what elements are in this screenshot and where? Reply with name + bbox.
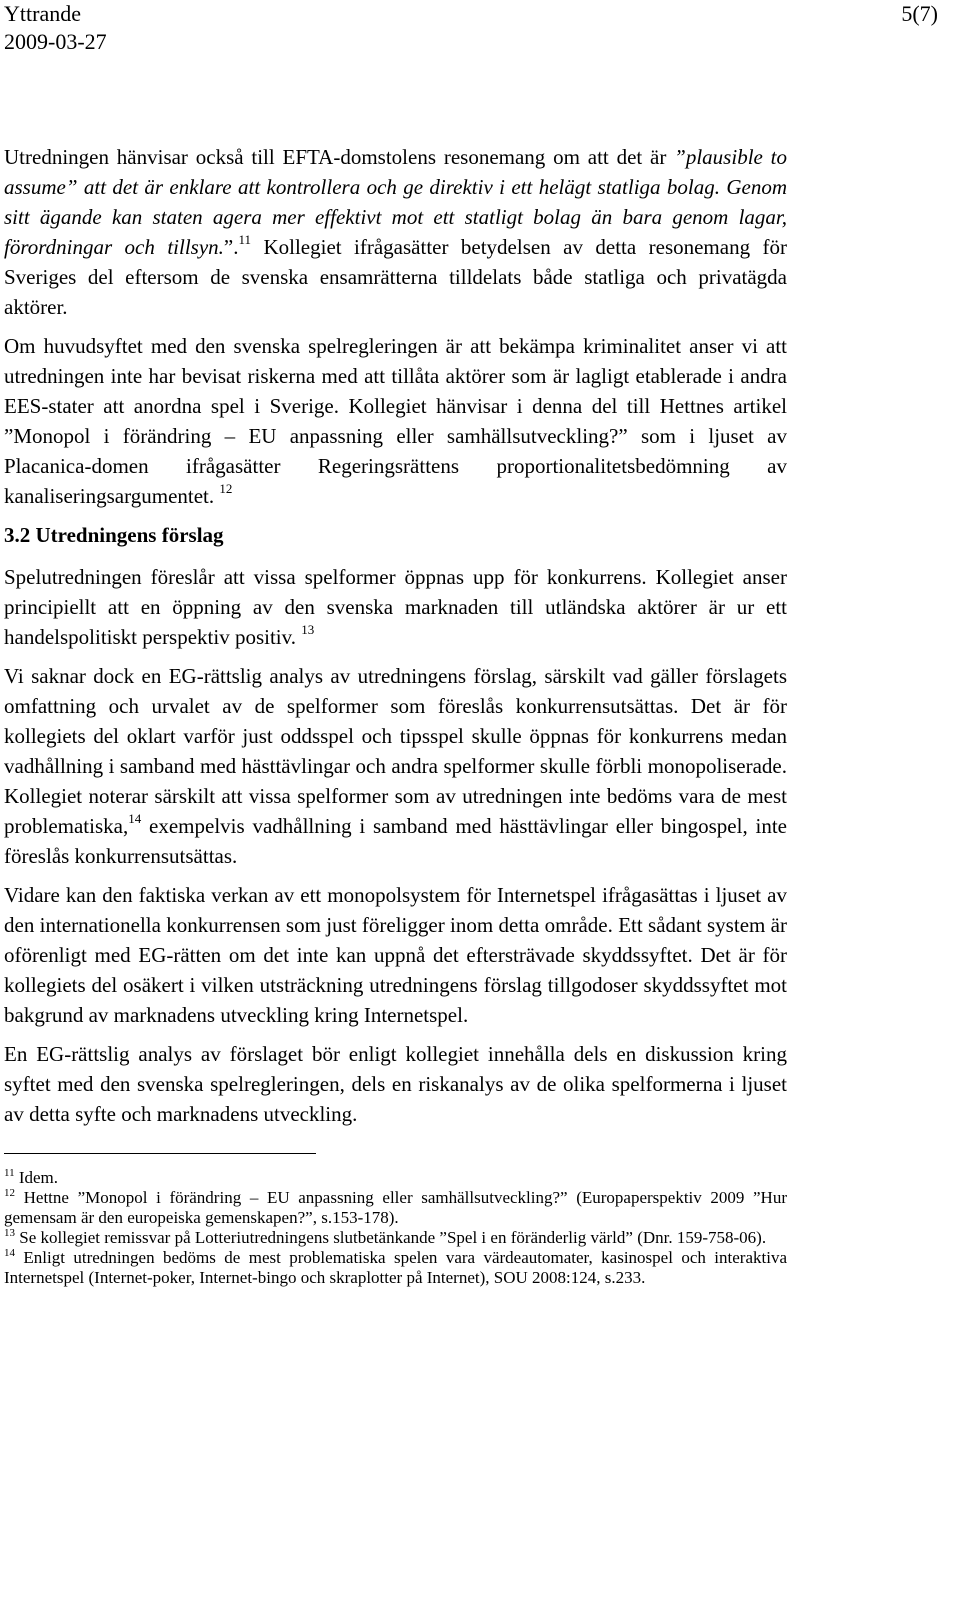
paragraph-analys: Vi saknar dock en EG-rättslig analys av utredningens förslag, särskilt vad gäller förslagets omfattning och urvalet av de spelformer som föreslås konkurrensutsättas. Det är för kollegiets del oklart varför just oddsspel och tipsspel skulle öppnas för konkurrens medan vadhållning i samband med hästtävlingar och andra spelformer skulle förbli monopoliserade. Kollegiet noterar särskilt att vissa spelformer som av utredningen inte bedöms vara de mest problematiska,$^{14}$ exempelvis vadhållning i samband med hästtävlingar eller bingospel, inte föreslås konkurrensutsättas. (4, 664, 787, 868)
paragraph-slutsats: En EG-rättslig analys av förslaget bör enligt kollegiet innehålla dels en diskussion kring syftet med den svenska spelregleringen, dels en riskanalys av de olika spelformerna i ljuset av detta syfte och marknadens utveckling. (4, 1042, 787, 1126)
footnote-ref-13[interactable]: 13 (301, 622, 315, 637)
footnote-ref-11[interactable]: 11 (238, 232, 252, 247)
page-number: 5(7) (901, 1, 938, 26)
footnote-divider (4, 1153, 316, 1154)
document-body (4, 142, 787, 1288)
footnotes (4, 1168, 787, 1288)
paragraph-kriminalitet: Om huvudsyftet med den svenska spelregleringen är att bekämpa kriminalitet anser vi att utredningen inte har bevisat riskerna med att tillåta aktörer som är lagligt etablerade i andra EES-stater att anordna spel i Sverige. Kollegiet hänvisar i denna del till Hettnes artikel ”Monopol i förändring – EU anpassning eller samhällsutveckling?” som i ljuset av Placanica-domen ifrågasätter Regeringsrättens proportionalitetsbedömning av kanaliseringsargumentet. $^{12}$ (4, 334, 787, 508)
footnote-13: $^{13}$ Se kollegiet remissvar på Lotteriutredningens slutbetänkande ”Spel i en föränderlig värld” (Dnr. 159-758-06). (4, 1227, 767, 1247)
footnote-12: $^{12}$ Hettne ”Monopol i förändring – EU anpassning eller samhällsutveckling?” (Europaperspektiv 2009 ”Hur gemensam är den europeiska gemenskapen?”, s.153-178). (4, 1187, 788, 1227)
paragraph-internetspel: Vidare kan den faktiska verkan av ett monopolsystem för Internetspel ifrågasättas i ljuset av den internationella konkurrensen som just föreligger inom detta område. Ett sådant system är oförenligt med EG-rätten om det inte kan uppnå det eftersträvade skyddssyftet. Det är för kollegiets del osäkert i vilken utsträckning utredningens förslag tillgodoser skyddssyftet mot bakgrund av marknadens utveckling kring Internetspel. (4, 883, 787, 1027)
footnote-ref-12[interactable]: 12 (219, 481, 233, 496)
document-type: Yttrande (4, 1, 81, 26)
italic-quote: ”plausible to assume” att det är enklare att kontrollera och ge direktiv i ett helägt statliga bolag. Genom sitt ägande kan staten agera mer effektivt mot ett statligt bolag än bara genom lagar, förordningar och tillsyn. (4, 145, 787, 259)
section-heading: 3.2 Utredningens förslag (4, 523, 224, 547)
footnote-ref-14[interactable]: 14 (128, 811, 142, 826)
document-date: 2009-03-27 (4, 29, 107, 54)
footnote-14: $^{14}$ Enligt utredningen bedöms de mest problematiska spelen vara värdeautomater, kasinospel och interaktiva Internetspel (Internet-poker, Internet-bingo och skraplotter på Internet), SOU 2008:124, s.233. (4, 1247, 788, 1287)
page-header (4, 0, 107, 56)
paragraph-efta: Utredningen hänvisar också till EFTA-domstolens resonemang om att det är ”plausible to assume” att det är enklare att kontrollera och ge direktiv i ett helägt statliga bolag. Genom sitt ägande kan staten agera mer effektivt mot ett statligt bolag än bara genom lagar, förordningar och tillsyn.”.$^{11}$ Kollegiet ifrågasätter betydelsen av detta resonemang för Sveriges del eftersom de svenska ensamrätterna tilldelats både statliga och privatägda aktörer. (4, 145, 788, 319)
footnote-11: $^{11}$ Idem. (4, 1167, 59, 1187)
paragraph-forslag: Spelutredningen föreslår att vissa spelformer öppnas upp för konkurrens. Kollegiet anser principiellt att en öppning av den svenska marknaden till utländska aktörer är ur ett handelspolitiskt perspektiv positiv. $^{13}$ (4, 565, 787, 649)
